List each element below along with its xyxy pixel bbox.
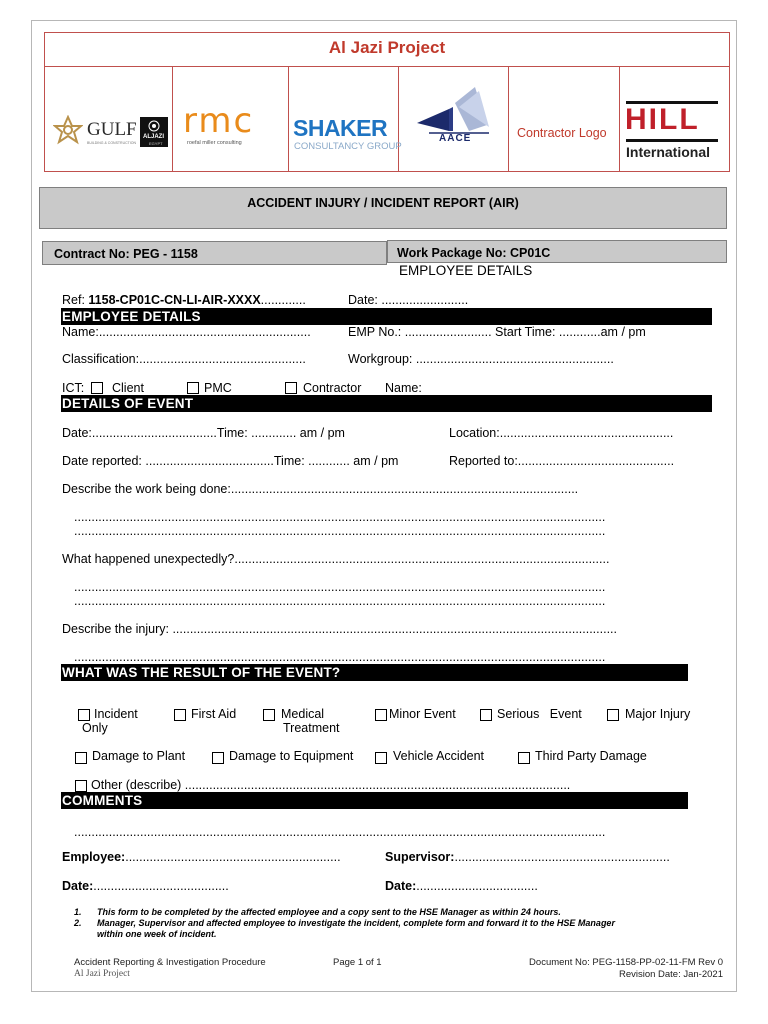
footer-project: Al Jazi Project xyxy=(74,969,130,979)
ict-name-label: Name: xyxy=(385,381,422,395)
work-being-done-cont-2[interactable]: ......................................................................................................................................................... xyxy=(74,524,606,538)
footer-document-no: Document No: PEG-1158-PP-02-11-FM Rev 0 xyxy=(529,957,723,968)
gulf-sub: BUILDING & CONSTRUCTION xyxy=(87,141,137,145)
rmc-sub: roefal miller consulting xyxy=(187,140,242,146)
ref-dots: ............. xyxy=(260,293,306,307)
emp-no-start-time-field[interactable]: EMP No.: ......................... Start Time: ............am / pm xyxy=(348,325,646,339)
third-party-damage-checkbox[interactable] xyxy=(518,752,530,764)
what-happened-cont-2[interactable]: ......................................................................................................................................................... xyxy=(74,594,606,608)
classification-field[interactable]: Classification:................................................ xyxy=(62,352,306,366)
comments-field[interactable]: ......................................................................................................................................................... xyxy=(74,825,606,839)
employee-date-label: Date: xyxy=(62,879,94,893)
serious-event-checkbox[interactable] xyxy=(480,709,492,721)
damage-to-plant-label: Damage to Plant xyxy=(92,749,186,763)
footer-page-number: Page 1 of 1 xyxy=(333,957,382,968)
form-title-box xyxy=(39,187,727,229)
employee-label: Employee: xyxy=(62,850,126,864)
supervisor-date-line[interactable] xyxy=(385,879,538,893)
contract-no: Contract No: PEG - 1158 xyxy=(54,247,198,261)
supervisor-date-dots: ................................... xyxy=(416,879,538,893)
note-1 xyxy=(74,907,561,917)
major-injury-label: Major Injury xyxy=(625,707,691,721)
medical-treatment-checkbox[interactable] xyxy=(263,709,275,721)
work-being-done-cont-1[interactable]: ......................................................................................................................................................... xyxy=(74,510,606,524)
minor-event-label: Minor Event xyxy=(389,707,456,721)
workgroup-field[interactable]: Workgroup: ......................................................... xyxy=(348,352,614,366)
describe-injury-cont[interactable]: ......................................................................................................................................................... xyxy=(74,650,606,664)
ref-value: 1158-CP01C-CN-LI-AIR-XXXX xyxy=(88,293,261,307)
supervisor-label: Supervisor: xyxy=(385,850,455,864)
incident-only-label: Incident xyxy=(94,707,138,721)
ref-line xyxy=(62,293,306,307)
note-2 xyxy=(74,918,615,928)
shaker-name: SHAKER xyxy=(293,115,388,141)
name-field[interactable]: Name:............................................................. xyxy=(62,325,311,339)
aljazi-name: ALJAZI xyxy=(143,134,164,140)
header-table xyxy=(44,32,730,172)
ict-contractor-checkbox[interactable] xyxy=(285,382,297,394)
section-result-of-event: WHAT WAS THE RESULT OF THE EVENT? xyxy=(61,664,688,681)
gulf-name: GULF xyxy=(87,119,137,140)
ref-label: Ref: xyxy=(62,293,89,307)
project-title: Al Jazi Project xyxy=(45,33,729,67)
work-package-no: Work Package No: CP01C xyxy=(397,246,551,260)
contractor-logo-text: Contractor Logo xyxy=(517,126,607,140)
gulf-emblem-icon xyxy=(53,115,83,145)
vehicle-accident-label: Vehicle Accident xyxy=(393,749,485,763)
note-2-text: Manager, Supervisor and affected employee to investigate the incident, complete form and forward it to the HSE Manager xyxy=(97,918,615,928)
damage-to-equipment-checkbox[interactable] xyxy=(212,752,224,764)
section-details-of-event: DETAILS OF EVENT xyxy=(61,395,712,412)
hill-bottom-rule xyxy=(626,139,718,142)
serious-event-label: Serious Event xyxy=(497,707,582,721)
other-describe-field[interactable]: Other (describe) ............................................................................................................... xyxy=(91,778,571,792)
footer-procedure: Accident Reporting & Investigation Procedure xyxy=(74,957,266,968)
damage-to-equipment-label: Damage to Equipment xyxy=(229,749,354,763)
gulf-logo-cell xyxy=(45,67,173,171)
employee-dots: .............................................................. xyxy=(125,850,341,864)
note-2-cont xyxy=(97,929,217,939)
hill-logo-cell xyxy=(620,67,729,171)
employee-date-dots: ....................................... xyxy=(93,879,229,893)
note-2-cont-text: within one week of incident. xyxy=(97,929,217,939)
work-being-done-field[interactable]: Describe the work being done:.................................................................................................... xyxy=(62,482,579,496)
describe-injury-field[interactable]: Describe the injury: ................................................................................................................................ xyxy=(62,622,617,636)
aljazi-emblem-icon xyxy=(148,120,160,132)
aace-name: AACE xyxy=(439,133,472,144)
vehicle-accident-checkbox[interactable] xyxy=(375,752,387,764)
work-package-box xyxy=(387,240,727,263)
note-2-num: 2. xyxy=(74,918,82,928)
incident-only-label-2: Only xyxy=(82,721,108,735)
hill-name: HILL xyxy=(625,103,700,136)
contractor-logo-cell xyxy=(509,67,620,171)
aace-logo-cell xyxy=(399,67,509,171)
section-comments: COMMENTS xyxy=(61,792,688,809)
reported-to-field[interactable]: Reported to:............................................. xyxy=(449,454,675,468)
ict-pmc-checkbox[interactable] xyxy=(187,382,199,394)
shaker-logo-cell xyxy=(289,67,402,171)
hill-sub: International xyxy=(626,144,711,160)
shaker-sub: CONSULTANCY GROUP xyxy=(294,141,402,152)
supervisor-date-label: Date: xyxy=(385,879,417,893)
location-field[interactable]: Location:.................................................. xyxy=(449,426,674,440)
note-1-num: 1. xyxy=(74,907,82,917)
third-party-damage-label: Third Party Damage xyxy=(535,749,647,763)
ict-pmc-label: PMC xyxy=(204,381,232,395)
what-happened-field[interactable]: What happened unexpectedly?............................................................................................................ xyxy=(62,552,610,566)
date-reported-field[interactable]: Date reported: .....................................Time: ............ am / pm xyxy=(62,454,399,468)
section-employee-details: EMPLOYEE DETAILS xyxy=(61,308,712,325)
rmc-logo-cell xyxy=(173,67,289,171)
supervisor-dots: .............................................................. xyxy=(454,850,670,864)
employee-signature-line[interactable] xyxy=(62,850,341,864)
ict-client-label: Client xyxy=(112,381,144,395)
first-aid-checkbox[interactable] xyxy=(174,709,186,721)
ict-contractor-label: Contractor xyxy=(303,381,362,395)
aljazi-sub: EGYPT xyxy=(149,141,163,146)
form-title: ACCIDENT INJURY / INCIDENT REPORT (AIR) xyxy=(247,196,519,210)
what-happened-cont-1[interactable]: ......................................................................................................................................................... xyxy=(74,580,606,594)
incident-only-checkbox[interactable] xyxy=(78,709,90,721)
ref-date-field[interactable]: Date: ......................... xyxy=(348,293,469,307)
medical-treatment-label-2: Treatment xyxy=(283,721,340,735)
minor-event-checkbox[interactable] xyxy=(375,709,387,721)
rmc-name: rmc xyxy=(183,101,255,141)
damage-to-plant-checkbox[interactable] xyxy=(75,752,87,764)
employee-date-line[interactable] xyxy=(62,879,229,893)
note-1-text: This form to be completed by the affected employee and a copy sent to the HSE Manager as within 24 hours. xyxy=(97,907,561,917)
ict-label: ICT: xyxy=(62,381,85,395)
contract-no-box xyxy=(42,241,387,265)
first-aid-label: First Aid xyxy=(191,707,237,721)
footer-revision-date: Revision Date: Jan-2021 xyxy=(618,969,723,980)
employee-details-caption: EMPLOYEE DETAILS xyxy=(399,263,533,278)
event-date-time-field[interactable]: Date:....................................Time: ............. am / pm xyxy=(62,426,345,440)
major-injury-checkbox[interactable] xyxy=(607,709,619,721)
medical-treatment-label: Medical xyxy=(281,707,325,721)
other-describe-checkbox[interactable] xyxy=(75,780,87,792)
supervisor-signature-line[interactable] xyxy=(385,850,670,864)
ict-client-checkbox[interactable] xyxy=(91,382,103,394)
